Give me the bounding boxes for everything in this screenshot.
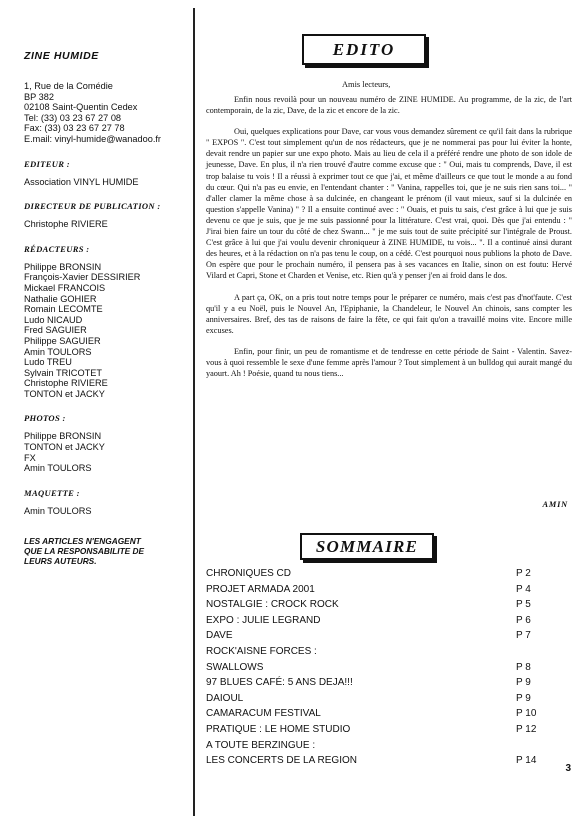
disclaimer: [24, 536, 194, 566]
toc-row: [206, 582, 552, 598]
toc-row: [206, 613, 552, 629]
edito-greeting: Amis lecteurs,: [342, 80, 391, 89]
disclaimer-line: LEURS AUTEURS.: [24, 556, 97, 567]
redacteur-name: Philippe SAGUIER: [24, 335, 101, 346]
toc-label: 97 BLUES CAFÉ: 5 ANS DEJA!!!: [206, 677, 353, 689]
toc-label: CAMARACUM FESTIVAL: [206, 708, 321, 720]
edito-paragraph: A part ça, OK, on a pris tout notre temps pour le préparer ce numéro, mais c'est pas d'not'faute. C'est qu'il y a eu Noël, puis le Nouvel An, l'Epiphanie, la Chandeleur, le Nouvel An chinois, sans compter les anniversaires. Bref, des tas de raisons de faire la fête, ce qui fait qu'on a travaillé moins vite. Encore mille excuses.: [206, 292, 572, 335]
redacteur-name: Romain LECOMTE: [24, 304, 103, 315]
redacteur-name: François-Xavier DESSIRIER: [24, 272, 141, 283]
edito-paragraph: Enfin nous revoilà pour un nouveau numéro de ZINE HUMIDE. Au programme, de la zic, de l'art contemporain, de la zic, Dave, de la zic et encore de la zic.: [206, 95, 572, 116]
table-of-contents: [206, 566, 552, 769]
sommaire-title: SOMMAIRE: [300, 533, 434, 560]
toc-row: [206, 706, 552, 722]
photographer-name: FX: [24, 452, 36, 463]
address-block: [24, 81, 194, 145]
toc-row: [206, 691, 552, 707]
toc-row: [206, 738, 552, 754]
disclaimer-line: QUE LA RESPONSABILITE DE: [24, 546, 145, 557]
toc-page: P 9: [516, 677, 531, 689]
redacteur-name: Christophe RIVIERE: [24, 378, 108, 389]
toc-page: P 9: [516, 692, 531, 704]
toc-label: CHRONIQUES CD: [206, 568, 292, 579]
photos-list: [24, 431, 194, 473]
toc-row: [206, 660, 552, 676]
toc-page: P 4: [516, 583, 531, 595]
photographer-name: Philippe BRONSIN: [24, 431, 102, 442]
toc-row: [206, 753, 552, 769]
address-line: Tel: (33) 03 23 67 27 08: [24, 112, 122, 123]
address-line: E.mail: vinyl-humide@wanadoo.fr: [24, 133, 161, 144]
toc-row: [206, 722, 552, 738]
edito-paragraph: Oui, quelques explications pour Dave, car vous vous demandez sûrement ce qu'il fait dans la rubrique " EXPOS ". C'est tout simplement qu'un de nos rédacteurs, que je ne nommerai pas pour lui éviter la honte, devait rendre un papier sur une expo photo. Mais au lieu de cela il a préféré rendre une photo de son idole de jeunesse, Dave. En plus, il n'a rien trouvé d'autre comme excuse que : " Oui, mais tu comprends, Dave, il est trop balaise tu vois ! Il a réussi à exprimer tout ce que j'ai, et même d'ailleurs ce que tout le monde a au fond du cœur. Qui n'a pas eu envie, en l'entendant chanter : " Vanina, rappelles toi, que je ne suis rien sans toi... " d'aller clamer la même chose à sa dulcinée, en changeant le prénom (il vaut mieux, sauf si la dulcinée en question s'appelle Vanina) " ? Il a ensuite continué avec : " Ouais, et puis tu sais, c'est grâce à lui que je suis devenu ce que je suis, que je me suis passionné pour la littérature. C'est vrai, quoi. Dès que j'ai entendu : " J'irai bien faire un tour du côté de chez Swann... " je me suis tout de suite précipité sur l'intégrale de Proust. C'est grâce à lui que j'ai voulu devenir chroniqueur à ZINE HUMIDE, tu vois... ". Il a continué ainsi durant des heures, et à la rédaction on n'a pas tenu le coup, on a cédé. C'est pourquoi nous publions la photo de Dave. On espère que pour le prochain numéro, il pensera pas à ses vacances en Italie, sinon on est foutu: Hervé Vilard et Capri, Stone et Charden et Venise, etc. Rien qu'à y penser j'en ai froid dans le dos.: [206, 127, 572, 281]
maquette-name: Amin TOULORS: [24, 505, 92, 516]
address-line: 02108 Saint-Quentin Cedex: [24, 102, 138, 113]
toc-page: P 2: [516, 568, 531, 579]
toc-label: DAVE: [206, 630, 233, 642]
toc-label: A TOUTE BERZINGUE :: [206, 739, 316, 751]
redacteur-name: Ludo NICAUD: [24, 314, 83, 325]
page-number: 3: [565, 763, 571, 774]
magazine-name: ZINE HUMIDE: [24, 50, 99, 62]
toc-page: [516, 738, 552, 754]
redacteur-name: Amin TOULORS: [24, 346, 92, 357]
toc-label: DAIOUL: [206, 692, 244, 704]
toc-row: [206, 644, 552, 660]
redacteur-name: TONTON et JACKY: [24, 388, 105, 399]
address-line: 1, Rue de la Comédie: [24, 81, 113, 91]
toc-row: [206, 566, 552, 582]
redacteur-name: Nathalie GOHIER: [24, 293, 97, 304]
address-line: BP 382: [24, 91, 54, 102]
disclaimer-line: LES ARTICLES N'ENGAGENT: [24, 536, 141, 547]
toc-page: P 7: [516, 630, 531, 642]
edito-signature: AMIN: [542, 500, 568, 509]
edito-body: [206, 94, 572, 389]
redacteur-name: Sylvain TRICOTET: [24, 367, 102, 378]
edito-paragraph: Enfin, pour finir, un peu de romantisme et de tendresse en cette période de Saint - Valentin. Savez-vous à quoi ressemble le sexe d'une femme après l'amour ? Tout simplement à un bulldog qui aurait mangé du yaourt. Ah ! Poésie, quand tu nous tiens...: [206, 346, 572, 379]
redacteur-name: Fred SAGUIER: [24, 325, 87, 336]
toc-row: [206, 628, 552, 644]
toc-row: [206, 675, 552, 691]
address-line: Fax: (33) 03 23 67 27 78: [24, 123, 125, 134]
toc-page: [516, 644, 552, 660]
toc-page: P 12: [516, 723, 537, 735]
photographer-name: TONTON et JACKY: [24, 442, 105, 453]
editeur-heading: EDITEUR :: [24, 158, 70, 169]
redacteur-name: Mickael FRANCOIS: [24, 282, 106, 293]
editeur-name: Association VINYL HUMIDE: [24, 176, 139, 187]
toc-page: P 10: [516, 708, 537, 720]
toc-label: NOSTALGIE : CROCK ROCK: [206, 599, 339, 611]
toc-label: ROCK'AISNE FORCES :: [206, 645, 317, 657]
redacteurs-heading: RÉDACTEURS :: [24, 243, 90, 254]
toc-page: P 5: [516, 599, 531, 611]
photos-heading: PHOTOS :: [24, 413, 66, 424]
toc-row: [206, 597, 552, 613]
maquette-heading: MAQUETTE :: [24, 487, 80, 498]
edito-title: EDITO: [302, 34, 426, 65]
directeur-heading: DIRECTEUR DE PUBLICATION :: [24, 201, 161, 212]
toc-page: P 8: [516, 661, 531, 673]
column-divider: [193, 8, 195, 816]
masthead-column: [24, 50, 194, 566]
redacteur-name: Ludo TREU: [24, 357, 72, 368]
toc-label: PROJET ARMADA 2001: [206, 583, 315, 595]
toc-label: PRATIQUE : LE HOME STUDIO: [206, 723, 351, 735]
toc-page: P 6: [516, 614, 531, 626]
photographer-name: Amin TOULORS: [24, 463, 92, 474]
toc-label: SWALLOWS: [206, 661, 264, 673]
toc-label: EXPO : JULIE LEGRAND: [206, 614, 321, 626]
toc-label: LES CONCERTS DE LA REGION: [206, 755, 357, 767]
redacteurs-list: [24, 262, 194, 400]
redacteur-name: Philippe BRONSIN: [24, 261, 102, 272]
toc-page: P 14: [516, 755, 537, 767]
directeur-name: Christophe RIVIERE: [24, 219, 108, 230]
